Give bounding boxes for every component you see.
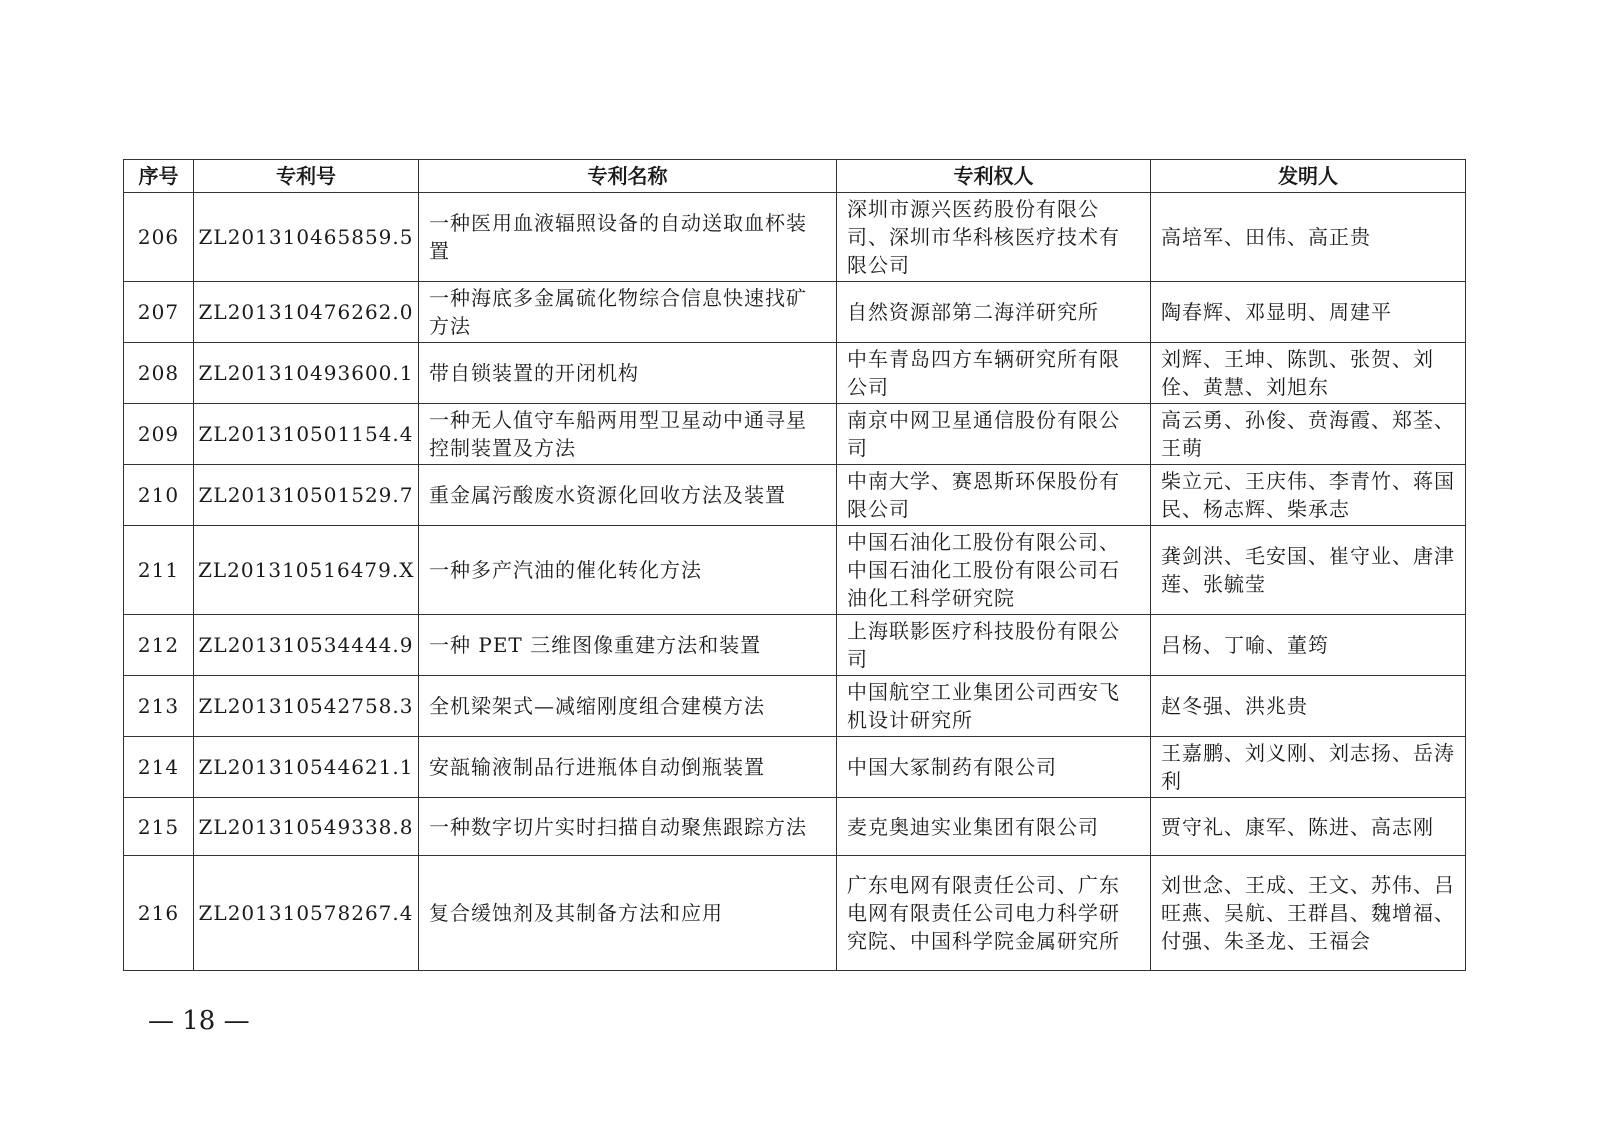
cell-inventors: 陶春辉、邓显明、周建平	[1151, 282, 1466, 343]
cell-patent-name: 重金属污酸废水资源化回收方法及装置	[419, 465, 837, 526]
table-row	[124, 615, 1466, 676]
cell-patent-name: 安瓿输液制品行进瓶体自动倒瓶装置	[419, 737, 837, 798]
header-patentee: 专利权人	[837, 160, 1151, 193]
cell-patent-name: 带自锁装置的开闭机构	[419, 343, 837, 404]
header-patent-number: 专利号	[194, 160, 419, 193]
patent-table	[123, 159, 1466, 971]
table-row	[124, 404, 1466, 465]
cell-patent-number: ZL201310476262.0	[194, 282, 419, 343]
cell-patent-number: ZL201310501154.4	[194, 404, 419, 465]
cell-index: 211	[124, 526, 194, 615]
cell-patentee: 中车青岛四方车辆研究所有限公司	[837, 343, 1151, 404]
cell-patent-name: 全机梁架式—减缩刚度组合建模方法	[419, 676, 837, 737]
header-index: 序号	[124, 160, 194, 193]
cell-inventors: 吕杨、丁喻、董筠	[1151, 615, 1466, 676]
cell-patent-number: ZL201310493600.1	[194, 343, 419, 404]
cell-inventors: 柴立元、王庆伟、李青竹、蒋国民、杨志辉、柴承志	[1151, 465, 1466, 526]
cell-inventors: 高培军、田伟、高正贵	[1151, 193, 1466, 282]
cell-inventors: 高云勇、孙俊、贲海霞、郑荃、王萌	[1151, 404, 1466, 465]
cell-patent-number: ZL201310516479.X	[194, 526, 419, 615]
cell-patent-number: ZL201310578267.4	[194, 856, 419, 971]
cell-index: 215	[124, 798, 194, 856]
cell-inventors: 刘辉、王坤、陈凯、张贺、刘佺、黄慧、刘旭东	[1151, 343, 1466, 404]
table-row	[124, 465, 1466, 526]
cell-index: 210	[124, 465, 194, 526]
cell-patentee: 中南大学、赛恩斯环保股份有限公司	[837, 465, 1151, 526]
table-row	[124, 282, 1466, 343]
cell-patent-name: 一种医用血液辐照设备的自动送取血杯装置	[419, 193, 837, 282]
table-row	[124, 798, 1466, 856]
cell-index: 212	[124, 615, 194, 676]
cell-patentee: 深圳市源兴医药股份有限公司、深圳市华科核医疗技术有限公司	[837, 193, 1151, 282]
table-row	[124, 526, 1466, 615]
cell-patent-number: ZL201310465859.5	[194, 193, 419, 282]
header-inventors: 发明人	[1151, 160, 1466, 193]
table-header-row	[124, 160, 1466, 193]
cell-index: 209	[124, 404, 194, 465]
cell-inventors: 赵冬强、洪兆贵	[1151, 676, 1466, 737]
cell-patentee: 麦克奥迪实业集团有限公司	[837, 798, 1151, 856]
cell-patent-number: ZL201310501529.7	[194, 465, 419, 526]
cell-patent-number: ZL201310549338.8	[194, 798, 419, 856]
table-row	[124, 856, 1466, 971]
cell-patentee: 中国航空工业集团公司西安飞机设计研究所	[837, 676, 1151, 737]
cell-index: 214	[124, 737, 194, 798]
cell-patentee: 上海联影医疗科技股份有限公司	[837, 615, 1151, 676]
cell-patentee: 广东电网有限责任公司、广东电网有限责任公司电力科学研究院、中国科学院金属研究所	[837, 856, 1151, 971]
cell-patent-name: 一种海底多金属硫化物综合信息快速找矿方法	[419, 282, 837, 343]
table-row	[124, 737, 1466, 798]
page-number: — 18 —	[148, 1006, 250, 1036]
cell-patentee: 中国石油化工股份有限公司、中国石油化工股份有限公司石油化工科学研究院	[837, 526, 1151, 615]
table-row	[124, 676, 1466, 737]
cell-inventors: 龚剑洪、毛安国、崔守业、唐津莲、张毓莹	[1151, 526, 1466, 615]
cell-inventors: 刘世念、王成、王文、苏伟、吕旺燕、吴航、王群昌、魏增福、付强、朱圣龙、王福会	[1151, 856, 1466, 971]
cell-patentee: 自然资源部第二海洋研究所	[837, 282, 1151, 343]
cell-patent-number: ZL201310542758.3	[194, 676, 419, 737]
cell-patent-name: 一种无人值守车船两用型卫星动中通寻星控制装置及方法	[419, 404, 837, 465]
cell-inventors: 王嘉鹏、刘义刚、刘志扬、岳涛利	[1151, 737, 1466, 798]
header-patent-name: 专利名称	[419, 160, 837, 193]
cell-patent-number: ZL201310534444.9	[194, 615, 419, 676]
table-row	[124, 343, 1466, 404]
cell-patent-number: ZL201310544621.1	[194, 737, 419, 798]
cell-patent-name: 一种数字切片实时扫描自动聚焦跟踪方法	[419, 798, 837, 856]
cell-patent-name: 一种 PET 三维图像重建方法和装置	[419, 615, 837, 676]
cell-index: 208	[124, 343, 194, 404]
cell-index: 216	[124, 856, 194, 971]
cell-patent-name: 一种多产汽油的催化转化方法	[419, 526, 837, 615]
cell-patent-name: 复合缓蚀剂及其制备方法和应用	[419, 856, 837, 971]
cell-patentee: 南京中网卫星通信股份有限公司	[837, 404, 1151, 465]
cell-index: 206	[124, 193, 194, 282]
cell-index: 213	[124, 676, 194, 737]
cell-patentee: 中国大冢制药有限公司	[837, 737, 1151, 798]
cell-index: 207	[124, 282, 194, 343]
cell-inventors: 贾守礼、康军、陈进、高志刚	[1151, 798, 1466, 856]
table-row	[124, 193, 1466, 282]
